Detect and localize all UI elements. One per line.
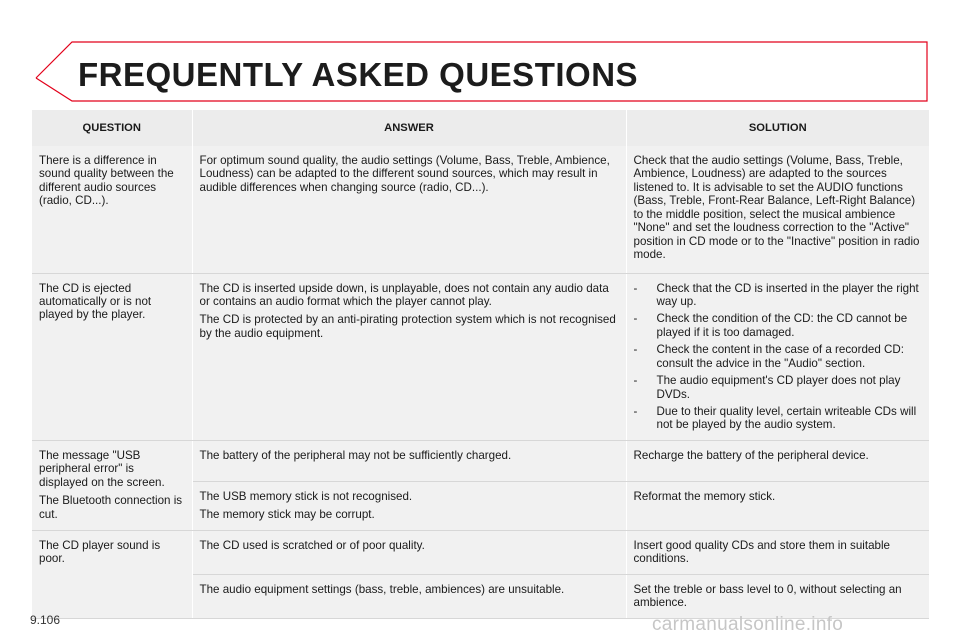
question-cell <box>32 530 192 618</box>
solution-text: Insert good quality CDs and store them in suitable conditions. <box>633 538 890 566</box>
table-row <box>32 440 929 481</box>
answer-text: The memory stick may be corrupt. <box>199 508 375 522</box>
answer-cell <box>192 273 626 440</box>
column-header-question: QUESTION <box>32 110 192 146</box>
question-cell <box>32 440 192 530</box>
dash-bullet: - <box>633 405 638 418</box>
answer-text: The CD is inserted upside down, is unplayable, does not contain any audio data or contains an audio format which the player cannot play. <box>199 281 609 308</box>
faq-table <box>32 110 929 619</box>
dash-bullet: - <box>633 374 638 388</box>
answer-text: The USB memory stick is not recognised. <box>199 489 413 503</box>
column-header-solution: SOLUTION <box>626 110 929 146</box>
solution-text: Set the treble or bass level to 0, without selecting an ambience. <box>633 582 902 610</box>
solution-list-item <box>634 312 923 339</box>
solution-cell <box>626 146 929 273</box>
answer-text: The CD used is scratched or of poor quality. <box>199 538 425 552</box>
solution-cell <box>626 574 929 618</box>
solution-text: Reformat the memory stick. <box>633 489 776 503</box>
solution-cell <box>626 273 929 440</box>
solution-cell <box>626 481 929 530</box>
question-text: The CD player sound is poor. <box>39 538 161 566</box>
dash-bullet: - <box>633 281 638 295</box>
question-text: There is a difference in sound quality between the different audio sources (radio, CD...). <box>39 154 174 208</box>
page-number: 9.106 <box>30 613 61 627</box>
dash-bullet: - <box>633 312 638 326</box>
dash-bullet: - <box>633 343 638 357</box>
answer-cell <box>192 481 626 530</box>
question-text: The message "USB peripheral error" is displayed on the screen. <box>39 448 165 489</box>
answer-cell <box>192 440 626 481</box>
solution-text: Recharge the battery of the peripheral device. <box>633 448 869 462</box>
question-text: The Bluetooth connection is cut. <box>39 494 183 521</box>
solution-item-text: Check the condition of the CD: the CD cannot be played if it is too damaged. <box>656 312 908 339</box>
table-row <box>32 273 929 440</box>
table-row <box>32 530 929 574</box>
answer-text: The battery of the peripheral may not be sufficiently charged. <box>199 448 512 462</box>
solution-item-text: The audio equipment's CD player does not play DVDs. <box>656 374 901 401</box>
solution-list-item <box>634 374 923 401</box>
answer-cell <box>192 530 626 574</box>
answer-text: For optimum sound quality, the audio settings (Volume, Bass, Treble, Ambience, Loudness) can be adapted to the different sound sources, which may result in audible differences when changing source (radio, CD...). <box>199 154 610 194</box>
solution-item-text: Due to their quality level, certain writeable CDs will not be played by the audio system. <box>656 405 917 432</box>
solution-list-item <box>634 343 923 370</box>
solution-text: Check that the audio settings (Volume, Bass, Treble, Ambience, Loudness) are adapted to the sources listened to. It is advisable to set the AUDIO functions (Bass, Treble, Front-Rear Balance, Left-Right Balance) to the middle position, select the musical ambience "None" and set the loudness correction to the "Active" position in CD mode or to the "Inactive" position in radio mode. <box>633 154 920 262</box>
solution-list <box>634 282 923 432</box>
solution-cell <box>626 530 929 574</box>
solution-list-item <box>634 405 923 432</box>
watermark: carmanualsonline.info <box>652 614 844 635</box>
answer-cell <box>192 146 626 273</box>
column-header-answer: ANSWER <box>192 110 626 146</box>
question-text: The CD is ejected automatically or is not played by the player. <box>39 281 152 322</box>
question-cell <box>32 273 192 440</box>
solution-item-text: Check that the CD is inserted in the player the right way up. <box>656 281 919 308</box>
table-header-row <box>32 110 929 146</box>
solution-list-item <box>634 282 923 309</box>
table-row <box>32 146 929 273</box>
question-cell <box>32 146 192 273</box>
page-title: FREQUENTLY ASKED QUESTIONS <box>78 56 639 93</box>
solution-cell <box>626 440 929 481</box>
solution-item-text: Check the content in the case of a recorded CD: consult the advice in the "Audio" section. <box>656 343 904 370</box>
answer-cell <box>192 574 626 618</box>
answer-text: The CD is protected by an anti-pirating protection system which is not recognised by the audio equipment. <box>199 313 616 340</box>
answer-text: The audio equipment settings (bass, treble, ambiences) are unsuitable. <box>199 582 565 596</box>
